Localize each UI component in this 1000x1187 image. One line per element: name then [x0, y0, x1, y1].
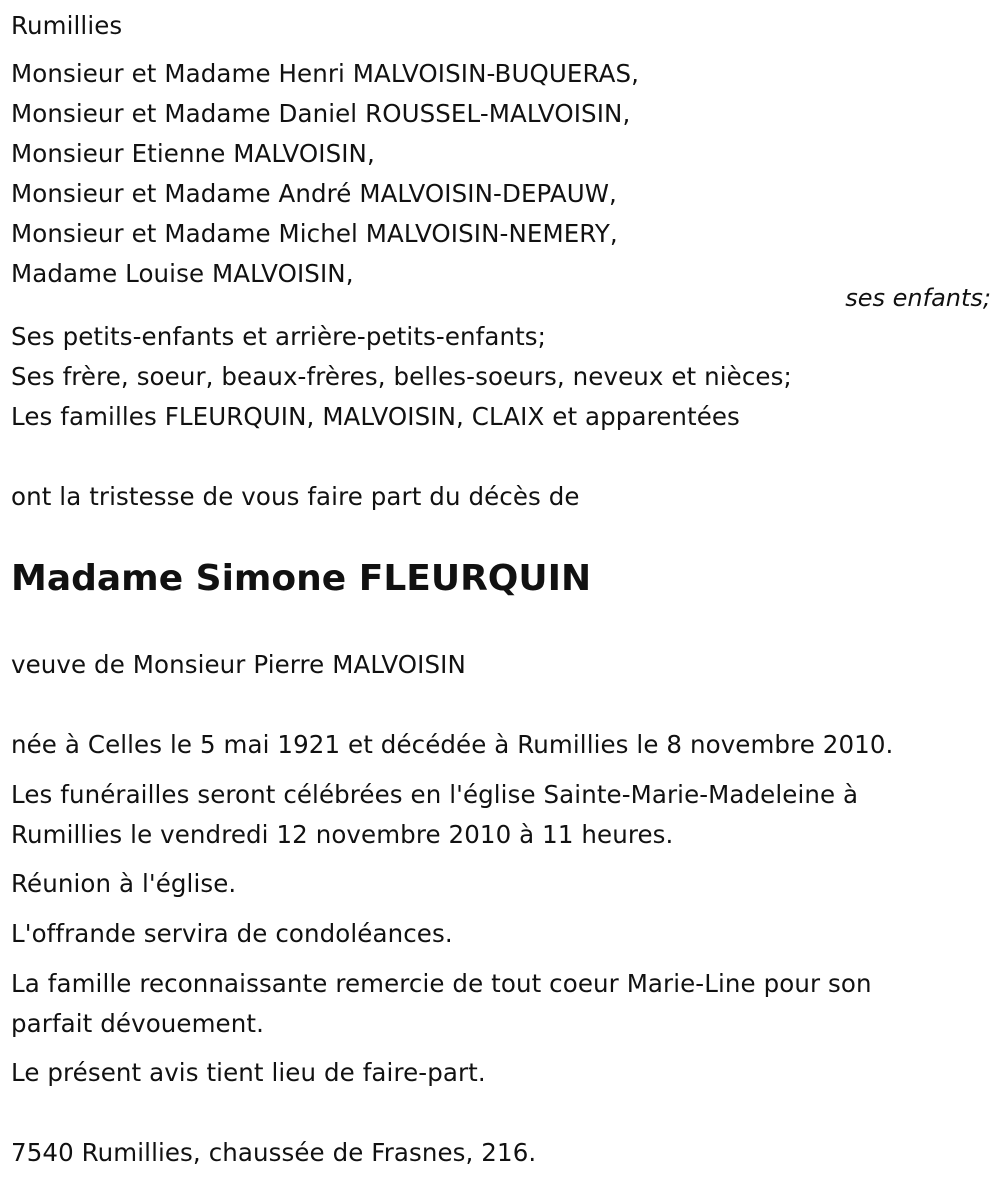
widow-of-text: veuve de Monsieur Pierre MALVOISIN	[11, 650, 466, 679]
birth-death-text: née à Celles le 5 mai 1921 et décédée à Rumillies le 8 novembre 2010.	[11, 730, 894, 759]
family-member-line: Monsieur et Madame André MALVOISIN-DEPAUW,	[11, 179, 617, 208]
thanks-text-line2: parfait dévouement.	[11, 1009, 264, 1038]
notice-note: Le présent avis tient lieu de faire-part.	[11, 1058, 486, 1087]
meeting-text: Réunion à l'église.	[11, 869, 237, 898]
relatives-line: Les familles FLEURQUIN, MALVOISIN, CLAIX et apparentées	[11, 402, 740, 431]
family-member-line: Monsieur Etienne MALVOISIN,	[11, 139, 375, 168]
funeral-text-line1: Les funérailles seront célébrées en l'église Sainte-Marie-Madeleine à	[11, 780, 859, 809]
thanks-text-line1: La famille reconnaissante remercie de tout coeur Marie-Line pour son	[11, 969, 872, 998]
deceased-name: Madame Simone FLEURQUIN	[11, 558, 592, 599]
family-member-line: Monsieur et Madame Michel MALVOISIN-NEMERY,	[11, 219, 618, 248]
family-member-line: Madame Louise MALVOISIN,	[11, 259, 354, 288]
offering-text: L'offrande servira de condoléances.	[11, 919, 453, 948]
children-label: ses enfants;	[845, 284, 991, 312]
location-header: Rumillies	[11, 11, 123, 40]
announcement-text: ont la tristesse de vous faire part du décès de	[11, 482, 580, 511]
family-member-line: Monsieur et Madame Daniel ROUSSEL-MALVOISIN,	[11, 99, 631, 128]
family-member-line: Monsieur et Madame Henri MALVOISIN-BUQUERAS,	[11, 59, 640, 88]
relatives-line: Ses frère, soeur, beaux-frères, belles-soeurs, neveux et nièces;	[11, 362, 792, 391]
funeral-text-line2: Rumillies le vendredi 12 novembre 2010 à 11 heures.	[11, 820, 674, 849]
relatives-line: Ses petits-enfants et arrière-petits-enfants;	[11, 322, 547, 351]
address-text: 7540 Rumillies, chaussée de Frasnes, 216.	[11, 1138, 537, 1167]
